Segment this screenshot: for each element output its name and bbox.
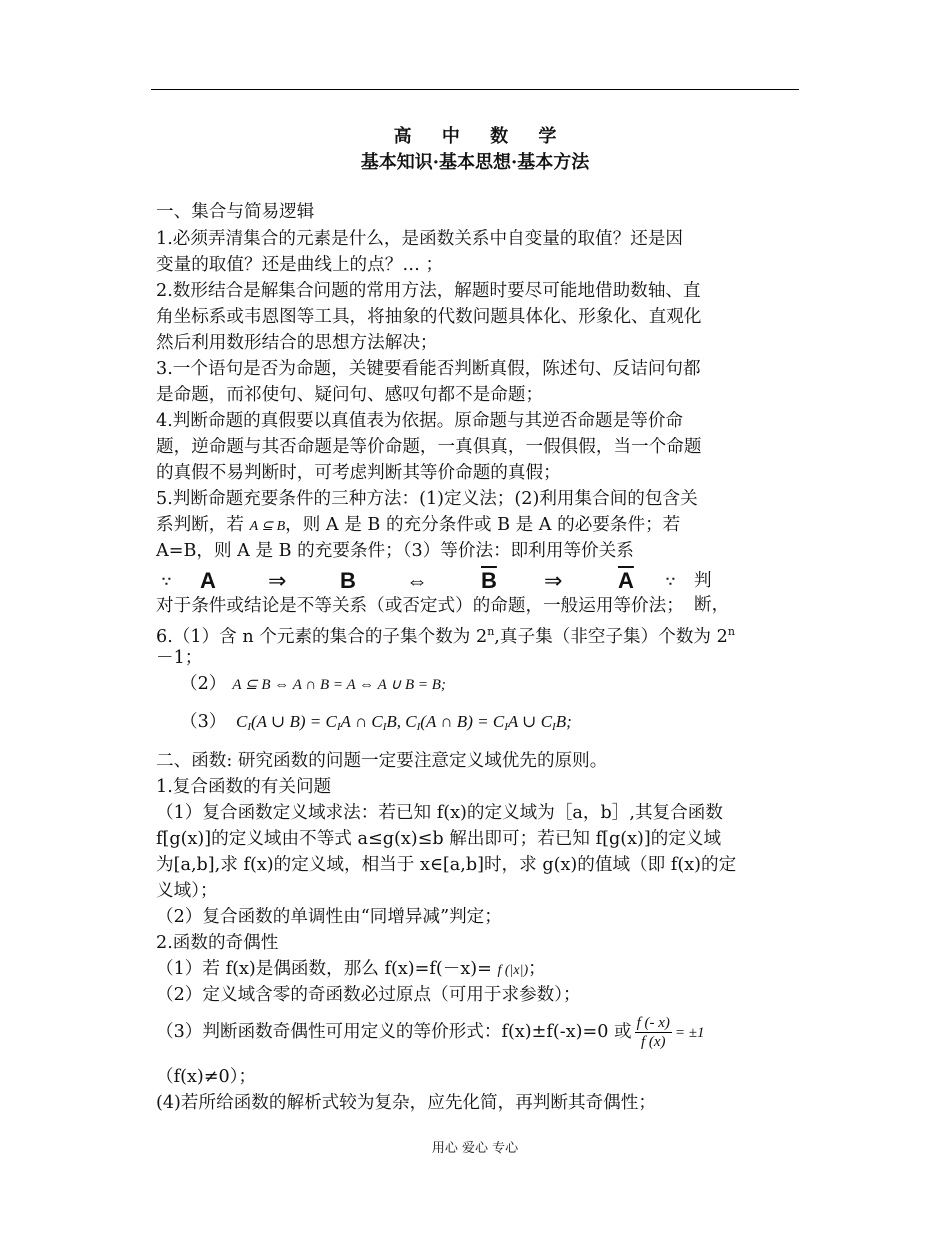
paragraph-line: －1； <box>156 648 203 668</box>
math-run: (A ∪ B) = <box>251 712 326 731</box>
paragraph-line: 然后利用数形结合的思想方法解决； <box>156 333 438 353</box>
paragraph-line: 对于条件或结论是不等关系（或否定式）的命题，一般运用等价法； <box>156 596 684 616</box>
page-title: 高 中 数 学 <box>393 126 569 147</box>
fraction-numerator: f (- x) <box>636 1014 670 1031</box>
superscript: n <box>487 625 495 638</box>
text-run: （1）若 f(x)是偶函数，那么 f(x)=f(－x)= <box>156 959 498 979</box>
text-run: 6.（1）含 n 个元素的集合的子集个数为 2 <box>156 627 488 647</box>
paragraph-line: 5.判断命题充要条件的三种方法：(1)定义法；(2)利用集合间的包含关 <box>156 489 698 509</box>
text-run: 系判断，若 <box>156 515 250 535</box>
paragraph-line: A=B，则 A 是 B 的充要条件；（3）等价法：即利用等价关系 <box>156 541 634 561</box>
item-label: （3） <box>180 712 227 732</box>
paragraph-line: 3.一个语句是否为命题，关键要看能否判断真假，陈述句、反诘问句都 <box>156 359 701 379</box>
math-c: C <box>540 712 553 731</box>
paragraph-line: 4.判断命题的真假要以真值表为依据。原命题与其逆否命题是等价命 <box>156 411 684 431</box>
iff-arrow: ⇔ <box>406 568 428 593</box>
text-run: ,真子集（非空子集）个数为 2 <box>494 627 728 647</box>
math-run: B; <box>555 712 572 731</box>
math-subscript: I <box>336 721 341 733</box>
math-c: C <box>371 712 383 731</box>
math-subscript: I <box>552 721 556 733</box>
paragraph-line: 变量的取值？还是曲线上的点？… ； <box>156 255 444 275</box>
paragraph-line: （1）复合函数定义域求法：若已知 f(x)的定义域为［a，b］,其复合函数 <box>156 803 723 823</box>
paragraph-line: 为[a,b],求 f(x)的定义域，相当于 x∈[a,b]时，求 g(x)的值域（即 f(x)的定 <box>156 855 737 875</box>
paragraph-line: （2）定义域含零的奇函数必过原点（可用于求参数）； <box>156 985 581 1005</box>
math-run: B, <box>386 712 406 731</box>
paragraph-line <box>156 958 546 982</box>
math-c: C <box>235 712 248 731</box>
math-subscript: I <box>504 721 508 733</box>
text-run: ，则 A 是 B 的充分条件或 B 是 A 的必要条件；若 <box>285 515 681 535</box>
implies-arrow: ⇒ <box>268 568 287 593</box>
math-c: C <box>325 712 337 731</box>
text-run: 判断， <box>694 571 730 615</box>
math-subset: A ⊆ B <box>249 519 286 534</box>
subsection-heading: 2.函数的奇偶性 <box>156 933 279 953</box>
section-heading: 二、函数: 研究函数的问题一定要注意定义域优先的原则。 <box>156 751 608 771</box>
math-symbol-not-b: $\overline{B}$ <box>481 568 497 593</box>
math-symbol-b: B <box>340 568 356 593</box>
paragraph-line: (4)若所给函数的解析式较为复杂，应先化简，再判断其奇偶性； <box>156 1093 656 1113</box>
paragraph-line: 题，逆命题与其否命题是等价命题，一真俱真，一假俱假，当一个命题 <box>156 437 702 457</box>
paragraph-line: 1.必须弄清集合的元素是什么，是函数关系中自变量的取值？还是因 <box>156 229 684 249</box>
fraction <box>635 1014 672 1051</box>
math-subscript: I <box>382 721 387 733</box>
paragraph-line: （f(x)≠0）； <box>156 1067 257 1087</box>
formula-line <box>180 711 572 738</box>
paragraph-line <box>156 1012 705 1053</box>
math-run: = ±1 <box>674 1025 705 1041</box>
page-footer: 用心 爱心 专心 <box>431 1141 519 1156</box>
superscript: n <box>727 625 735 638</box>
math-formula <box>236 712 572 731</box>
text-run: ； <box>528 959 546 979</box>
paragraph-line: 义域）； <box>156 881 218 901</box>
implies-arrow: ⇒ <box>544 568 563 593</box>
header-rule <box>151 89 799 90</box>
page-subtitle: 基本知识·基本思想·基本方法 <box>360 152 590 173</box>
section-heading: 一、集合与简易逻辑 <box>156 202 315 222</box>
math-run: (A ∩ B) = <box>420 712 493 731</box>
math-c: C <box>492 712 505 731</box>
math-run: A ∪ <box>507 712 541 731</box>
math-formula: A ⊆ B ⇔ A ∩ B = A ⇔ A ∪ B = B; <box>232 677 446 693</box>
paragraph-line: 的真假不易判断时，可考虑判断其等价命题的真假； <box>156 463 561 483</box>
item-label: （2） <box>180 674 227 694</box>
text-run: （3）判断函数奇偶性可用定义的等价形式：f(x)±f(-x)=0 或 <box>156 1022 632 1042</box>
subsection-heading: 1.复合函数的有关问题 <box>156 777 332 797</box>
math-subscript: I <box>247 721 251 733</box>
math-formula: f (|x|) <box>497 963 529 978</box>
math-symbol-a: A <box>200 568 216 593</box>
math-c: C <box>405 712 417 731</box>
paragraph-line: （2）复合函数的单调性由“同增异减”判定； <box>156 907 502 927</box>
paragraph-line: 角坐标系或韦恩图等工具，将抽象的代数问题具体化、形象化、直观化 <box>156 307 702 327</box>
paragraph-line: f[g(x)]的定义域由不等式 a≤g(x)≤b 解出即可；若已知 f[g(x)]的定义域 <box>156 829 722 849</box>
paragraph-line <box>156 514 680 538</box>
paragraph-line <box>156 621 735 648</box>
fraction-denominator: f (x) <box>640 1033 666 1050</box>
paragraph-line: 2.数形结合是解集合问题的常用方法，解题时要尽可能地借助数轴、直 <box>156 281 701 301</box>
formula-line <box>180 673 446 696</box>
math-subscript: I <box>416 721 421 733</box>
math-run: A ∩ <box>340 712 372 731</box>
paragraph-line: 是命题，而祁使句、疑问句、感叹句都不是命题； <box>156 385 544 405</box>
because-symbol: ∵ <box>666 573 675 589</box>
math-symbol-not-a: $\overline{A}$ <box>618 568 634 593</box>
because-symbol: ∵ <box>162 573 171 589</box>
